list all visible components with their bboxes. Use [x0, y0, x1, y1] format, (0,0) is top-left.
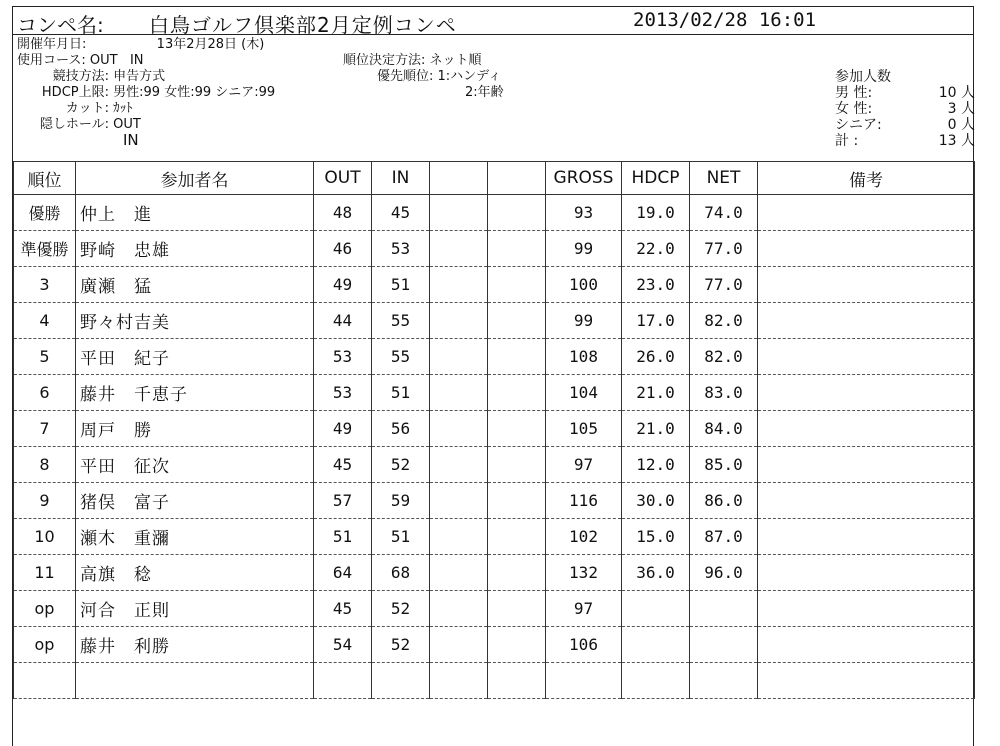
cell-out: 45 [314, 591, 372, 627]
cell-net [690, 591, 758, 627]
cell-hdcp: 12.0 [622, 447, 690, 483]
cell-remarks [758, 303, 975, 339]
cell-hdcp: 19.0 [622, 195, 690, 231]
cell-blank1 [430, 195, 488, 231]
cell-remarks [758, 231, 975, 267]
cell-net: 96.0 [690, 555, 758, 591]
cell-gross: 99 [546, 303, 622, 339]
cell-name: 仲上 進 [76, 195, 314, 231]
cell-remarks [758, 519, 975, 555]
cell-remarks [758, 375, 975, 411]
cell-name: 藤井 千恵子 [76, 375, 314, 411]
cell-name: 野崎 忠雄 [76, 231, 314, 267]
cell-net: 82.0 [690, 339, 758, 375]
cell-remarks [758, 447, 975, 483]
cell-rank: 7 [14, 411, 76, 447]
cell-name: 藤井 利勝 [76, 627, 314, 663]
cell-in: 45 [372, 195, 430, 231]
cell-name: 廣瀬 猛 [76, 267, 314, 303]
held-date-key: 開催年月日: [17, 37, 87, 52]
cell-blank2 [488, 555, 546, 591]
cell-rank: 3 [14, 267, 76, 303]
cell-blank2 [488, 303, 546, 339]
info-ranking-method [343, 53, 482, 68]
competition-label: コンペ名: [17, 13, 104, 37]
cell-hdcp: 22.0 [622, 231, 690, 267]
cell-hdcp: 21.0 [622, 375, 690, 411]
cell-rank: 9 [14, 483, 76, 519]
cell-blank1 [430, 375, 488, 411]
cell-blank2 [488, 627, 546, 663]
cell-out: 53 [314, 339, 372, 375]
cell-hdcp: 26.0 [622, 339, 690, 375]
hidden-hole-key: 隠しホール: [39, 117, 109, 132]
cell-remarks [758, 663, 975, 699]
cell-blank2 [488, 663, 546, 699]
table-row [14, 555, 975, 591]
cell-blank1 [430, 267, 488, 303]
cell-remarks [758, 555, 975, 591]
cell-blank2 [488, 195, 546, 231]
method-key: 競技方法: [52, 69, 109, 84]
column-header-name: 参加者名 [76, 162, 314, 195]
ranking-method-key: 順位決定方法: [343, 53, 426, 68]
cell-in: 55 [372, 339, 430, 375]
hidden-hole-value-in: IN [123, 131, 139, 149]
cell-name: 平田 征次 [76, 447, 314, 483]
cell-gross: 93 [546, 195, 622, 231]
cell-net: 77.0 [690, 267, 758, 303]
cell-hdcp: 15.0 [622, 519, 690, 555]
cell-in: 52 [372, 627, 430, 663]
participant-count-value: 13 人 [938, 133, 975, 149]
cell-remarks [758, 267, 975, 303]
cell-gross: 97 [546, 591, 622, 627]
print-datetime: 2013/02/28 16:01 [633, 9, 817, 31]
table-row [14, 519, 975, 555]
cell-name: 猪俣 富子 [76, 483, 314, 519]
hidden-hole-value-out: OUT [113, 117, 141, 132]
participant-count-value: 0 人 [947, 117, 975, 133]
cell-gross: 100 [546, 267, 622, 303]
column-header-blank1 [430, 162, 488, 195]
cell-hdcp [622, 663, 690, 699]
cell-blank1 [430, 231, 488, 267]
cell-name: 河合 正則 [76, 591, 314, 627]
cell-blank2 [488, 267, 546, 303]
cell-in: 51 [372, 375, 430, 411]
cell-net: 74.0 [690, 195, 758, 231]
column-header-remarks: 備考 [758, 162, 975, 195]
cell-rank [14, 663, 76, 699]
cell-rank: 11 [14, 555, 76, 591]
cell-rank: 8 [14, 447, 76, 483]
cell-remarks [758, 339, 975, 375]
priority-value-2: 2:年齢 [465, 85, 504, 100]
cell-blank1 [430, 663, 488, 699]
cell-gross: 102 [546, 519, 622, 555]
cell-name [76, 663, 314, 699]
cell-rank: 5 [14, 339, 76, 375]
cell-gross: 99 [546, 231, 622, 267]
cell-blank2 [488, 591, 546, 627]
cell-hdcp [622, 627, 690, 663]
cell-out: 64 [314, 555, 372, 591]
cell-name: 周戸 勝 [76, 411, 314, 447]
cell-hdcp: 23.0 [622, 267, 690, 303]
participant-count-value: 10 人 [938, 85, 975, 101]
competition-name: 白鳥ゴルフ倶楽部2月定例コンペ [149, 13, 457, 37]
cell-gross: 97 [546, 447, 622, 483]
cut-value: ｶｯﾄ [113, 101, 133, 116]
table-row [14, 267, 975, 303]
info-priority-2 [465, 85, 504, 100]
held-date-value: 13年2月28日 (木) [156, 37, 265, 52]
cell-out: 53 [314, 375, 372, 411]
cell-rank: 優勝 [14, 195, 76, 231]
cell-rank: op [14, 591, 76, 627]
cell-blank1 [430, 411, 488, 447]
info-method [17, 69, 165, 84]
method-value: 申告方式 [113, 69, 166, 84]
cell-net: 86.0 [690, 483, 758, 519]
cell-gross: 132 [546, 555, 622, 591]
cell-in [372, 663, 430, 699]
cell-in: 51 [372, 267, 430, 303]
cell-hdcp: 36.0 [622, 555, 690, 591]
cell-remarks [758, 195, 975, 231]
table-row [14, 195, 975, 231]
table-row [14, 231, 975, 267]
cell-blank1 [430, 591, 488, 627]
cell-blank2 [488, 339, 546, 375]
cell-out: 57 [314, 483, 372, 519]
cell-gross: 105 [546, 411, 622, 447]
results-sheet [12, 6, 974, 746]
cell-out: 46 [314, 231, 372, 267]
cell-gross: 106 [546, 627, 622, 663]
course-key: 使用コース: [17, 53, 86, 68]
info-held-date [17, 37, 264, 52]
column-header-rank: 順位 [14, 162, 76, 195]
priority-value-1: 1:ハンディ [437, 69, 502, 84]
table-row [14, 663, 975, 699]
participant-count-row [835, 101, 975, 117]
cell-out: 49 [314, 411, 372, 447]
participant-count-label: 計 : [835, 133, 859, 149]
info-hdcp-limit [17, 85, 275, 100]
cell-in: 68 [372, 555, 430, 591]
column-header-out: OUT [314, 162, 372, 195]
cell-name: 瀬木 重瀰 [76, 519, 314, 555]
cell-blank2 [488, 483, 546, 519]
cell-in: 56 [372, 411, 430, 447]
cell-remarks [758, 411, 975, 447]
cell-in: 55 [372, 303, 430, 339]
cell-gross: 108 [546, 339, 622, 375]
cell-in: 51 [372, 519, 430, 555]
column-header-in: IN [372, 162, 430, 195]
table-row [14, 411, 975, 447]
cell-blank1 [430, 519, 488, 555]
cell-in: 59 [372, 483, 430, 519]
cell-hdcp: 21.0 [622, 411, 690, 447]
column-header-hdcp: HDCP [622, 162, 690, 195]
cell-blank1 [430, 627, 488, 663]
cell-out: 54 [314, 627, 372, 663]
column-header-blank2 [488, 162, 546, 195]
participant-count-label: 男 性: [835, 85, 873, 101]
info-hidden-hole-in [123, 133, 139, 148]
cell-rank: 10 [14, 519, 76, 555]
info-course [17, 53, 144, 68]
cell-rank: op [14, 627, 76, 663]
participant-count-value: 3 人 [947, 101, 975, 117]
participant-count-row [835, 133, 975, 149]
cell-name: 高旗 稔 [76, 555, 314, 591]
cell-gross [546, 663, 622, 699]
cell-blank1 [430, 303, 488, 339]
cell-remarks [758, 483, 975, 519]
cell-blank1 [430, 339, 488, 375]
cell-net [690, 627, 758, 663]
cell-net [690, 663, 758, 699]
cell-net: 85.0 [690, 447, 758, 483]
cell-out: 44 [314, 303, 372, 339]
results-table [13, 161, 975, 699]
cell-in: 52 [372, 591, 430, 627]
cell-in: 52 [372, 447, 430, 483]
table-row [14, 483, 975, 519]
cell-net: 84.0 [690, 411, 758, 447]
cut-key: カット: [65, 101, 109, 116]
info-hidden-hole [17, 117, 141, 132]
participant-count-label: シニア: [835, 117, 882, 133]
cell-remarks [758, 627, 975, 663]
cell-net: 82.0 [690, 303, 758, 339]
course-value: OUT IN [89, 53, 144, 68]
cell-hdcp [622, 591, 690, 627]
cell-hdcp: 30.0 [622, 483, 690, 519]
info-cut [17, 101, 133, 116]
column-header-net: NET [690, 162, 758, 195]
cell-rank: 6 [14, 375, 76, 411]
table-row [14, 303, 975, 339]
cell-rank: 準優勝 [14, 231, 76, 267]
hdcp-limit-value: 男性:99 女性:99 シニア:99 [113, 85, 276, 100]
title-bar [13, 7, 973, 35]
cell-hdcp: 17.0 [622, 303, 690, 339]
participant-count-title: 参加人数 [835, 69, 891, 85]
participant-count-row [835, 85, 975, 101]
table-row [14, 627, 975, 663]
participant-count-label: 女 性: [835, 101, 873, 117]
participant-count-block [835, 69, 975, 149]
cell-out [314, 663, 372, 699]
priority-key: 優先順位: [377, 69, 434, 84]
cell-name: 野々村吉美 [76, 303, 314, 339]
cell-gross: 104 [546, 375, 622, 411]
cell-remarks [758, 591, 975, 627]
cell-in: 53 [372, 231, 430, 267]
table-row [14, 591, 975, 627]
hdcp-limit-key: HDCP上限: [41, 85, 109, 100]
table-row [14, 339, 975, 375]
info-priority [377, 69, 501, 84]
cell-blank1 [430, 555, 488, 591]
cell-blank1 [430, 447, 488, 483]
cell-rank: 4 [14, 303, 76, 339]
cell-net: 77.0 [690, 231, 758, 267]
cell-name: 平田 紀子 [76, 339, 314, 375]
cell-blank1 [430, 483, 488, 519]
cell-out: 51 [314, 519, 372, 555]
cell-blank2 [488, 519, 546, 555]
table-row [14, 375, 975, 411]
table-row [14, 447, 975, 483]
cell-blank2 [488, 411, 546, 447]
cell-blank2 [488, 231, 546, 267]
cell-out: 49 [314, 267, 372, 303]
participant-count-row [835, 117, 975, 133]
table-body [14, 195, 975, 699]
cell-net: 83.0 [690, 375, 758, 411]
column-header-gross: GROSS [546, 162, 622, 195]
table-header-row [14, 162, 975, 195]
cell-blank2 [488, 447, 546, 483]
cell-blank2 [488, 375, 546, 411]
cell-net: 87.0 [690, 519, 758, 555]
ranking-method-value: ネット順 [429, 53, 482, 68]
cell-out: 45 [314, 447, 372, 483]
cell-out: 48 [314, 195, 372, 231]
cell-gross: 116 [546, 483, 622, 519]
